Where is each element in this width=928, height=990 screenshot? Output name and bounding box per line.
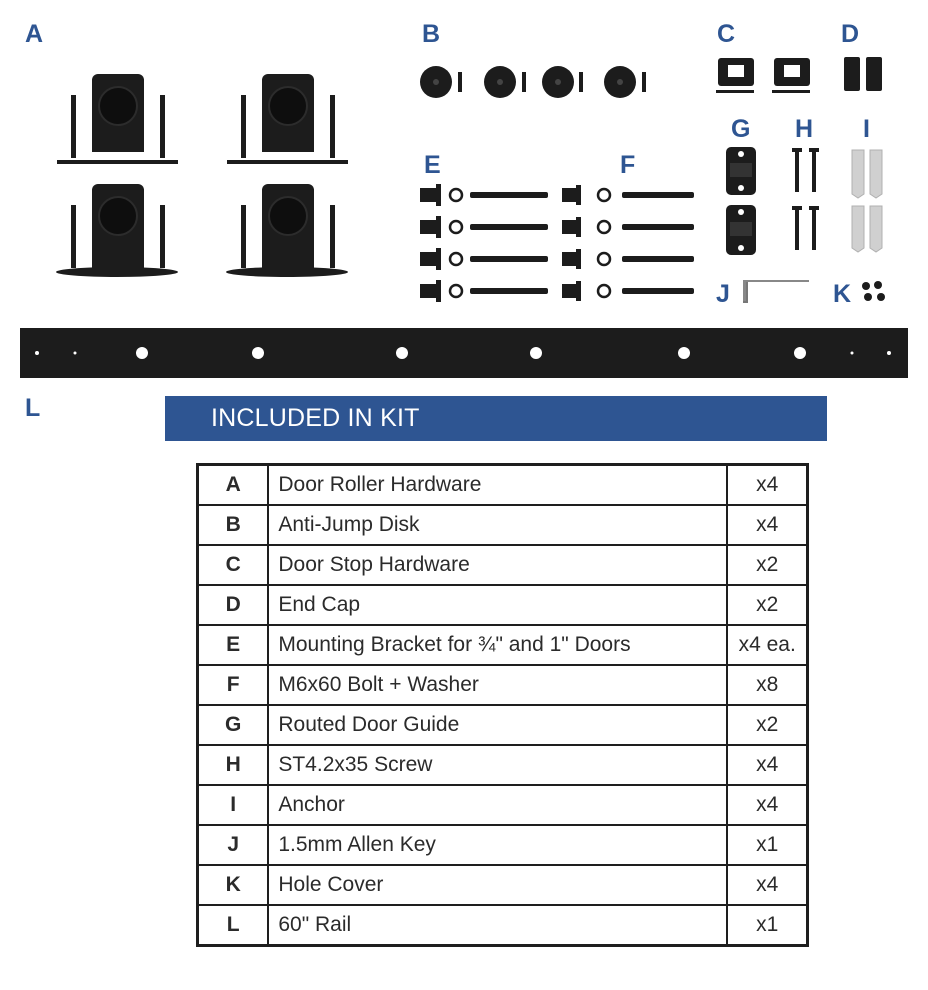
bolt-washer-icon: [560, 180, 700, 305]
door-roller-hardware-icon: [55, 180, 180, 280]
part-label-f: F: [620, 151, 636, 179]
anchor-icon: [848, 148, 888, 253]
kit-row-letter: D: [198, 585, 269, 625]
hole-cover-icon: [860, 280, 888, 304]
door-guide-icon: [724, 145, 760, 260]
part-label-j: J: [716, 280, 730, 308]
kit-row: [198, 545, 808, 585]
part-label-k: K: [833, 280, 852, 308]
allen-key-icon: [740, 278, 812, 308]
kit-row-qty: x4: [727, 865, 807, 905]
door-roller-hardware-icon: [225, 180, 350, 280]
kit-row: [198, 745, 808, 785]
kit-row: [198, 505, 808, 545]
kit-row: [198, 585, 808, 625]
part-label-l: L: [25, 394, 41, 422]
mounting-bracket-icon: [418, 180, 553, 305]
kit-row: [198, 825, 808, 865]
kit-row-letter: G: [198, 705, 269, 745]
kit-row-qty: x1: [727, 825, 807, 865]
kit-row-letter: F: [198, 665, 269, 705]
kit-row: [198, 785, 808, 825]
kit-row-description: End Cap: [268, 585, 727, 625]
kit-row-letter: E: [198, 625, 269, 665]
kit-row-description: Door Stop Hardware: [268, 545, 727, 585]
kit-row: [198, 625, 808, 665]
kit-row-qty: x1: [727, 905, 807, 946]
kit-row-letter: J: [198, 825, 269, 865]
kit-row: [198, 905, 808, 946]
kit-row-description: 60" Rail: [268, 905, 727, 946]
kit-row-description: 1.5mm Allen Key: [268, 825, 727, 865]
kit-row-letter: L: [198, 905, 269, 946]
door-stop-icon: [714, 55, 814, 100]
kit-row-description: Mounting Bracket for ¾" and 1" Doors: [268, 625, 727, 665]
part-label-h: H: [795, 115, 814, 143]
kit-row-letter: A: [198, 465, 269, 506]
kit-row-description: Door Roller Hardware: [268, 465, 727, 506]
door-roller-hardware-icon: [225, 70, 350, 170]
kit-row-qty: x2: [727, 585, 807, 625]
part-label-g: G: [731, 115, 751, 143]
kit-row-qty: x4: [727, 505, 807, 545]
kit-row-description: Anti-Jump Disk: [268, 505, 727, 545]
kit-row-qty: x4: [727, 785, 807, 825]
kit-row-qty: x2: [727, 705, 807, 745]
part-label-b: B: [422, 20, 441, 48]
door-roller-hardware-icon: [55, 70, 180, 170]
kit-row: [198, 465, 808, 506]
anti-jump-disk-icon: [418, 62, 658, 102]
kit-row-description: M6x60 Bolt + Washer: [268, 665, 727, 705]
kit-table: [196, 463, 809, 947]
kit-row-description: Routed Door Guide: [268, 705, 727, 745]
kit-row-qty: x4: [727, 745, 807, 785]
kit-row-qty: x2: [727, 545, 807, 585]
part-label-a: A: [25, 20, 44, 48]
rail-icon: [20, 328, 908, 378]
kit-row-qty: x4 ea.: [727, 625, 807, 665]
kit-row: [198, 665, 808, 705]
kit-row-letter: C: [198, 545, 269, 585]
kit-row-qty: x4: [727, 465, 807, 506]
part-label-c: C: [717, 20, 736, 48]
kit-row-letter: H: [198, 745, 269, 785]
kit-row-qty: x8: [727, 665, 807, 705]
end-cap-icon: [842, 55, 887, 95]
kit-row-description: ST4.2x35 Screw: [268, 745, 727, 785]
kit-row-letter: I: [198, 785, 269, 825]
kit-row-letter: K: [198, 865, 269, 905]
kit-row: [198, 865, 808, 905]
kit-row-description: Anchor: [268, 785, 727, 825]
part-label-d: D: [841, 20, 860, 48]
kit-row: [198, 705, 808, 745]
screw-icon: [789, 148, 823, 253]
part-label-e: E: [424, 151, 441, 179]
included-in-kit-banner: INCLUDED IN KIT: [165, 396, 827, 441]
kit-row-letter: B: [198, 505, 269, 545]
kit-row-description: Hole Cover: [268, 865, 727, 905]
part-label-i: I: [863, 115, 870, 143]
